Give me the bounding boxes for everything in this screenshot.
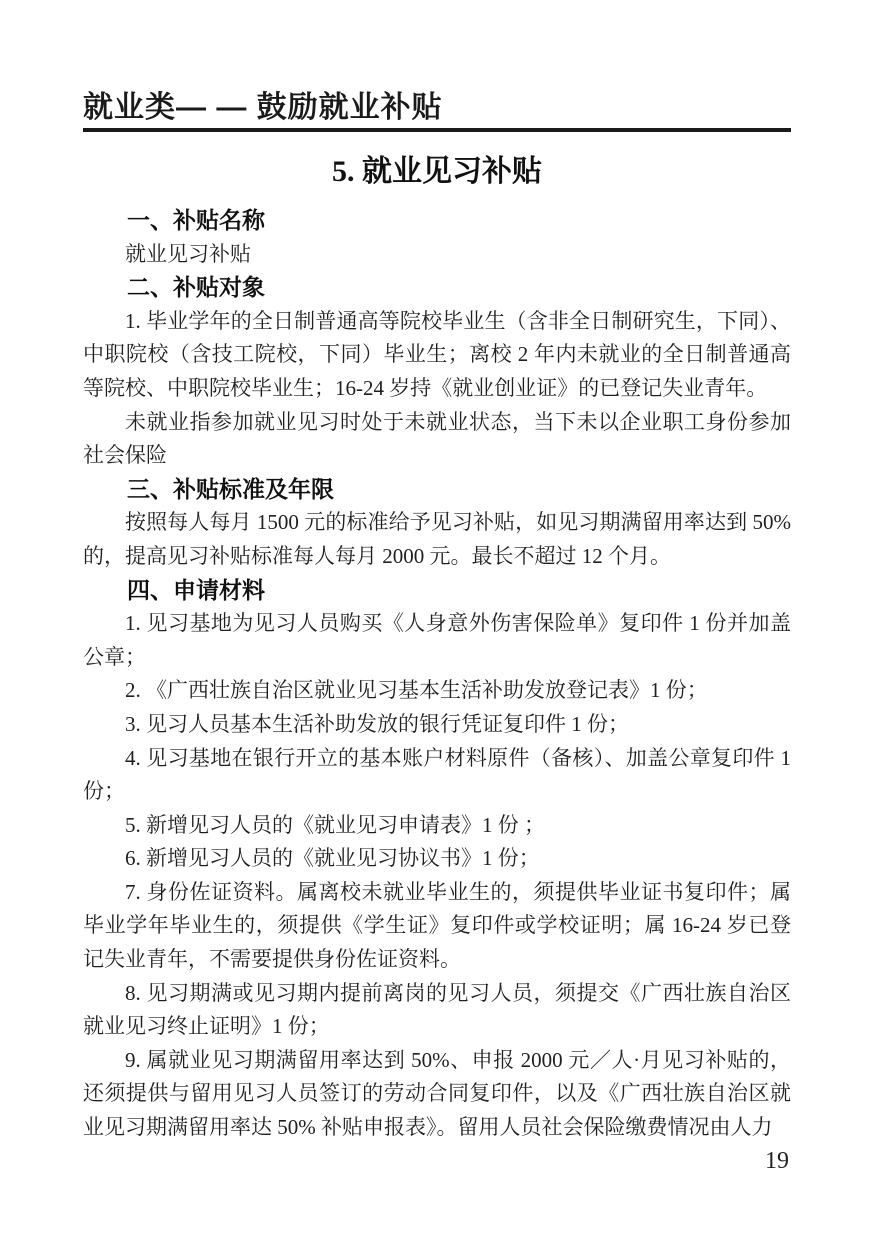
section-heading: 三、补贴标准及年限: [127, 475, 334, 502]
section-subsidy-targets: [83, 271, 791, 473]
paragraph: 1. 毕业学年的全日制普通高等院校毕业生（含非全日制研究生，下同）、中职院校（含技工院校，下同）毕业生；离校 2 年内未就业的全日制普通高等院校、中职院校毕业生；16-24 岁持《就业创业证》的已登记失业青年。: [83, 308, 791, 400]
paragraph: 6. 新增见习人员的《就业见习协议书》1 份；: [125, 846, 540, 871]
running-header: 就业类— — 鼓励就业补贴: [83, 91, 443, 124]
section-application-materials: [83, 574, 791, 1145]
section-subsidy-name: [83, 204, 791, 271]
paragraph: 2. 《广西壮族自治区就业见习基本生活补助发放登记表》1 份；: [125, 678, 708, 703]
paragraph: 5. 新增见习人员的《就业见习申请表》1 份 ；: [125, 812, 545, 837]
paragraph: 未就业指参加就业见习时处于未就业状态，当下未以企业职工身份参加社会保险: [83, 409, 791, 468]
section-heading: 四、申请材料: [127, 576, 265, 603]
page-title: 5. 就业见习补贴: [332, 155, 542, 188]
paragraph: 就业见习补贴: [125, 241, 251, 266]
paragraph: 1. 见习基地为见习人员购买《人身意外伤害保险单》复印件 1 份并加盖公章；: [83, 611, 791, 669]
section-subsidy-standard: [83, 473, 791, 574]
header-rule: [83, 128, 791, 132]
paragraph: 4. 见习基地在银行开立的基本账户材料原件（备核）、加盖公章复印件 1 份；: [83, 745, 791, 804]
paragraph: 7. 身份佐证资料。属离校未就业毕业生的，须提供毕业证书复印件；属毕业学年毕业生的，须提供《学生证》复印件或学校证明；属 16-24 岁已登记失业青年，不需要提供身份佐证资料。: [83, 879, 791, 972]
paragraph: 按照每人每月 1500 元的标准给予见习补贴，如见习期满留用率达到 50%的，提高见习补贴标准每人每月 2000 元。最长不超过 12 个月。: [83, 510, 791, 568]
section-heading: 一、补贴名称: [127, 207, 265, 233]
page-number: 19: [765, 1148, 789, 1174]
paragraph: 9. 属就业见习期满留用率达到 50%、申报 2000 元／人·月见习补贴的，还须提供与留用见习人员签订的劳动合同复印件，以及《广西壮族自治区就业见习期满留用率达 50% 补贴申报表》。留用人员社会保险缴费情况由人力: [83, 1047, 791, 1140]
paragraph: 3. 见习人员基本生活补助发放的银行凭证复印件 1 份；: [125, 711, 629, 736]
section-heading: 二、补贴对象: [127, 274, 265, 301]
document-body: [83, 204, 791, 1145]
paragraph: 8. 见习期满或见习期内提前离岗的见习人员，须提交《广西壮族自治区就业见习终止证明》1 份；: [83, 980, 791, 1039]
